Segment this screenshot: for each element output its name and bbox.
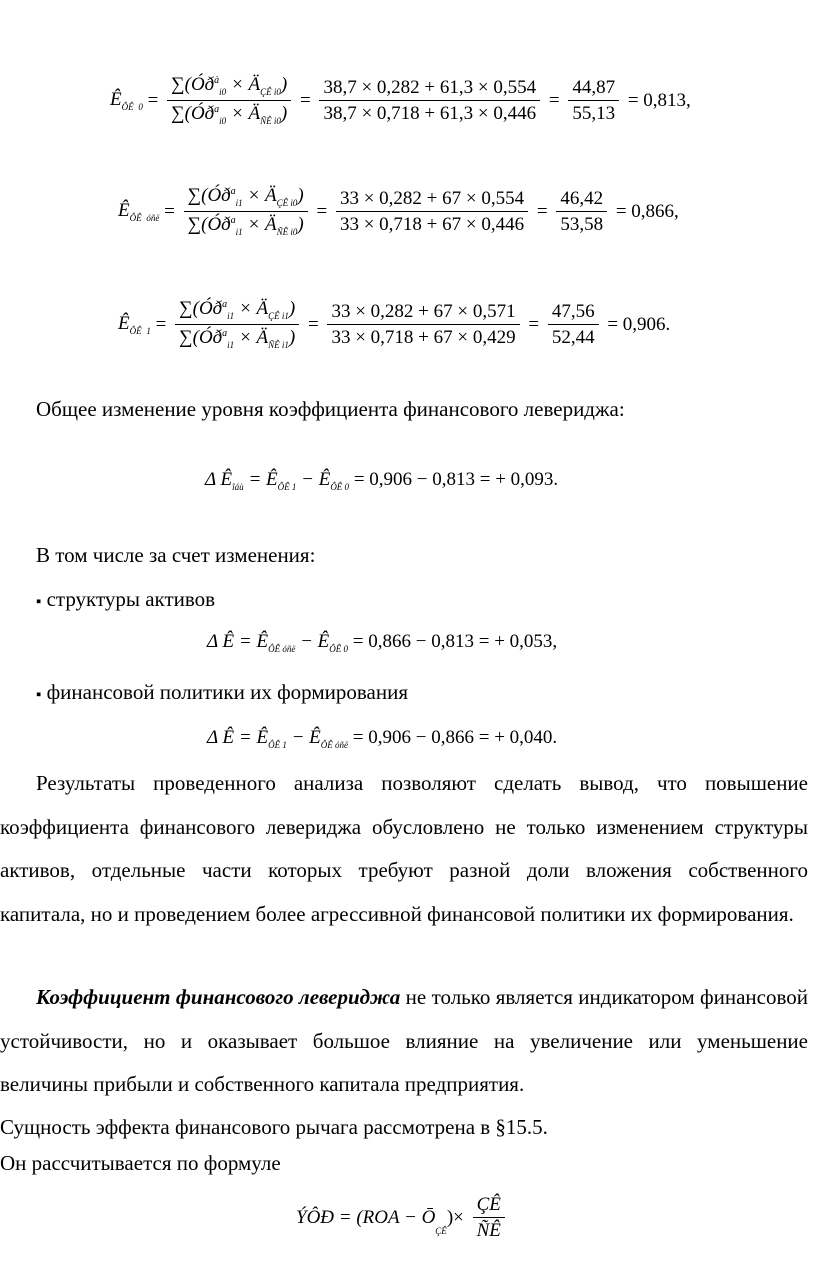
den-sub2: ÑÊ i1 <box>268 340 289 350</box>
paragraph-conclusion: Результаты проведенного анализа позволяют сделать вывод, что повышение коэффициента финансового левериджа обусловлено не только изменением структуры активов, отдельные части которых требуют разной доли вложения собственного капитала, но и проведением более агрессивной финансовой политики их формирования. <box>0 771 808 926</box>
result-numerator: 47,56 <box>548 299 599 325</box>
formula-result: = 0,813, <box>627 90 691 111</box>
num-mid: × Ä <box>226 74 261 95</box>
result-numerator: 44,87 <box>568 75 619 101</box>
den-end: ) <box>297 214 304 235</box>
calc-numerator: 33 × 0,282 + 67 × 0,554 <box>336 186 528 212</box>
formula-leverage-conditional: $Ê_{ÔÊ}$ $_{óñë}$ = $\frac{\sum(Óð^a_{i1} \times Ä_{ÇÊ i0})}{\sum(Óð^a_{i1} \times Ä_{ÑÊ i0})}$ = $\frac{33 \times 0,282 + 67 \times 0,554}{33 \times 0,718 + 67 \times 0,446}$ = $\frac{46,42}{53,58}$ = 0,866, <box>118 183 679 240</box>
den-sum: ∑(Óð <box>187 214 231 235</box>
num-sub2: ÇÊ i1 <box>268 311 289 321</box>
result-fraction <box>568 75 619 126</box>
formula-leverage-current: $Ê_{ÔÊ}$ $_1$ = $\frac{\sum(Óð^a_{i1} \times Ä_{ÇÊ i1})}{\sum(Óð^a_{i1} \times Ä_{ÑÊ i1})}$ = $\frac{33 \times 0,282 + 67 \times 0,571}{33 \times 0,718 + 67 \times 0,429}$ = $\frac{47,56}{52,44}$ = 0,906. <box>118 296 670 353</box>
subscript: ÔÊ <box>129 325 142 336</box>
bullet-icon: ▪ <box>36 594 42 610</box>
den-sub2: ÑÊ i0 <box>260 116 281 126</box>
num-sub: i1 <box>235 198 243 208</box>
num-sub2: ÇÊ i0 <box>276 198 298 208</box>
bullet-financial-policy <box>0 671 808 718</box>
den-mid: × Ä <box>234 327 269 348</box>
den-sup: a <box>214 104 220 115</box>
numeric-fraction <box>327 299 519 350</box>
calc-denominator: 33 × 0,718 + 67 × 0,429 <box>331 327 516 348</box>
term-b: − Ê <box>300 631 330 652</box>
paragraph-including: В том числе за счет изменения: <box>36 543 316 567</box>
calc-numerator: 33 × 0,282 + 67 × 0,571 <box>327 299 519 325</box>
bullet-label: финансовой политики их формирования <box>46 680 408 704</box>
den-end: ) <box>280 103 288 124</box>
result-denominator: 55,13 <box>572 103 616 124</box>
den-sub: i1 <box>235 227 243 237</box>
symbol-k: Ê <box>118 199 130 221</box>
formula-result: = 0,906. <box>607 314 671 335</box>
num-end: ) <box>280 74 288 95</box>
den-mid: × Ä <box>226 103 261 124</box>
term-b-sub: ÔÊ óñë <box>320 740 349 750</box>
symbol-k: Ê <box>110 88 122 110</box>
subscript-index: 1 <box>146 325 151 336</box>
den-sub: i0 <box>219 116 227 126</box>
delta-k: Δ Ê <box>207 631 235 652</box>
calc-numerator: 38,7 × 0,282 + 61,3 × 0,554 <box>319 75 540 101</box>
bullet-label: структуры активов <box>46 587 216 611</box>
formula-total-change <box>205 470 558 492</box>
result-fraction <box>548 299 599 350</box>
term-b-sub: ÔÊ 0 <box>329 644 349 654</box>
effect-mid: )× <box>446 1207 464 1228</box>
term-a: = Ê <box>248 469 278 490</box>
term-a: = Ê <box>238 631 269 652</box>
calc-denominator: 38,7 × 0,718 + 61,3 × 0,446 <box>323 103 537 124</box>
formula-result: = 0,866 − 0,813 = + 0,053, <box>352 631 558 652</box>
result-fraction <box>556 186 607 237</box>
term-a: = Ê <box>238 727 269 748</box>
num-sup: a <box>230 186 236 197</box>
formula-lhs <box>118 201 159 223</box>
effect-denominator: ÑÊ <box>476 1220 501 1241</box>
subscript: ÔÊ <box>121 101 134 112</box>
term-b-sub: ÔÊ 0 <box>330 482 350 492</box>
calc-denominator: 33 × 0,718 + 67 × 0,446 <box>339 214 525 235</box>
bullet-asset-structure <box>0 578 808 625</box>
num-end: ) <box>297 185 304 206</box>
delta-k: Δ Ê <box>205 469 233 490</box>
formula-result: = 0,866, <box>615 201 679 222</box>
term-bold: Коэффициент финансового левериджа <box>36 985 401 1009</box>
paragraph-formula-intro: Он рассчитывается по формуле <box>0 1151 281 1175</box>
den-mid: × Ä <box>242 214 277 235</box>
bullet-icon: ▪ <box>36 687 42 703</box>
symbol-k: Ê <box>118 312 130 334</box>
subscript-index: 0 <box>138 101 143 112</box>
effect-numerator: ÇÊ <box>473 1192 505 1218</box>
result-denominator: 53,58 <box>560 214 604 235</box>
formula-financial-leverage-effect <box>296 1192 509 1243</box>
den-sub: i1 <box>227 340 235 350</box>
symbolic-fraction <box>167 72 291 129</box>
num-mid: × Ä <box>234 298 269 319</box>
formula-structure-change <box>207 632 557 654</box>
formula-result: = 0,906 − 0,866 = + 0,040. <box>352 727 558 748</box>
num-sub2: ÇÊ i0 <box>260 87 281 97</box>
term-b: − Ê <box>291 727 321 748</box>
num-mid: × Ä <box>242 185 277 206</box>
paragraph-leverage-coefficient <box>0 976 808 1107</box>
den-sum: ∑(Óð <box>171 103 215 124</box>
num-sum: ∑(Óð <box>179 298 223 319</box>
num-sub: i0 <box>219 87 227 97</box>
numeric-fraction <box>336 186 528 237</box>
num-sum: ∑(Óð <box>187 185 231 206</box>
formula-leverage-base: $Ê_{ÔÊ}$ $_0$ = $\frac{\sum(Óð^à_{i0} \times Ä_{ÇÊ i0})}{\sum(Óð^a_{i0} \times Ä_{ÑÊ i0})}$ = $\frac{38,7 \times 0,282 + 61,3 \times 0,554}{38,7 \times 0,718 + 61,3 \times 0,446}$ = $\frac{44,87}{55,13}$ = 0,813, <box>110 72 691 129</box>
paragraph-rest: не только является индикатором финансовой устойчивости, но и оказывает большое влияние на увеличение или уменьшение величины прибыли и собственного капитала предприятия. <box>0 985 808 1096</box>
term-a-sub: ÔÊ 1 <box>268 740 287 750</box>
delta-subscript: îáù <box>232 482 244 492</box>
formula-policy-change <box>207 728 557 750</box>
effect-lhs-sub: ÇÊ <box>435 1225 447 1236</box>
den-sup: a <box>230 215 236 226</box>
symbolic-fraction <box>184 183 308 240</box>
delta-k: Δ Ê <box>207 727 235 748</box>
result-denominator: 52,44 <box>551 327 595 348</box>
num-sub: i1 <box>227 311 235 321</box>
term-b: − Ê <box>301 469 331 490</box>
num-end: ) <box>288 298 296 319</box>
num-sup: a <box>222 299 228 310</box>
paragraph-section-ref: Сущность эффекта финансового рычага рассмотрена в §15.5. <box>0 1115 548 1139</box>
den-sub2: ÑÊ i0 <box>276 227 298 237</box>
formula-result: = 0,906 − 0,813 = + 0,093. <box>353 469 559 490</box>
den-end: ) <box>288 327 296 348</box>
num-sup: à <box>214 75 220 86</box>
term-a-sub: ÔÊ 1 <box>277 482 297 492</box>
effect-fraction <box>473 1192 505 1243</box>
symbolic-fraction <box>175 296 299 353</box>
den-sup: a <box>222 328 228 339</box>
formula-lhs <box>110 90 143 112</box>
subscript: ÔÊ <box>129 212 142 223</box>
subscript-index: óñë <box>146 212 160 223</box>
den-sum: ∑(Óð <box>179 327 223 348</box>
effect-lhs: ÝÔÐ = (ROA − Ō <box>296 1207 436 1228</box>
paragraph-total-change: Общее изменение уровня коэффициента финансового левериджа: <box>36 397 625 421</box>
term-a-sub: ÔÊ óñë <box>268 644 296 654</box>
numeric-fraction <box>319 75 540 126</box>
result-numerator: 46,42 <box>556 186 607 212</box>
num-sum: ∑(Óð <box>171 74 215 95</box>
formula-lhs <box>118 314 151 336</box>
